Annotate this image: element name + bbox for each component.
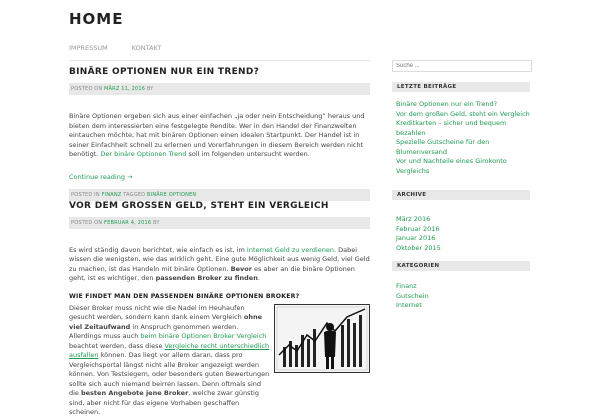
widget-title: LETZTE BEITRÄGE xyxy=(392,82,530,92)
inline-link[interactable]: Internet Geld zu verdienen xyxy=(246,245,335,254)
divider xyxy=(69,60,370,61)
widget-title: ARCHIVE xyxy=(392,190,530,200)
category-link[interactable]: Finanz xyxy=(396,282,417,290)
category-link[interactable]: Gutschein xyxy=(396,291,429,300)
footer-tagged: TAGGED xyxy=(121,191,148,198)
post-paragraph xyxy=(69,246,370,284)
post-subheading: WIE FINDET MAN DEN PASSENDEN BINÄRE OPTIONEN BROKER? xyxy=(69,292,300,300)
recent-post-link[interactable]: Vor und Nachteile eines Girokonto Vergleichs xyxy=(396,157,507,175)
list-item xyxy=(396,282,530,292)
list-item xyxy=(396,301,530,311)
meta-by: BY xyxy=(151,219,160,226)
excerpt-text: Binäre Optionen ergeben sich aus einer einfachen „ja oder nein Entscheidung“ heraus und bieten dem interessierten eine festgelegte Rendite. Wer in den Handel der Finanzwelten eintauchen möchte, hat mit binären Optionen einen idealen Startpunkt. Der Handel ist in seiner Einfachheit schnell zu erlernen und Vorerfahrungen in diesem Bereich werden nicht benötigt. xyxy=(69,112,365,158)
post-date-link[interactable]: FEBRUAR 4, 2016 xyxy=(104,219,152,226)
search-input[interactable] xyxy=(392,60,532,72)
nav-item-kontakt[interactable]: KONTAKT xyxy=(131,44,162,52)
text: . xyxy=(257,274,260,282)
footer-prefix: POSTED IN xyxy=(71,191,102,198)
recent-post-link[interactable]: Spezielle Gutscheine für den Blumenversand xyxy=(396,138,490,156)
recent-post-link[interactable]: Binäre Optionen nur ein Trend? xyxy=(396,100,498,108)
post-title[interactable]: VOR DEM GROSSEN GELD, STEHT EIN VERGLEICH xyxy=(69,200,329,211)
category-link[interactable]: FINANZ xyxy=(101,191,122,198)
nav-item-impressum[interactable]: IMPRESSUM xyxy=(69,44,108,52)
text: können. Das liegt vor allem daran, dass pro Vergleichsportal längst nicht alle Broker angezeigt werden können. Von Testsiegern, oder besonders guten Bewertungen sollte sich auch niemand beirren lassen. Denn oftmals sind die xyxy=(69,351,270,397)
continue-reading-link[interactable]: Continue reading → xyxy=(69,172,133,181)
text: beachtet werden, dass diese xyxy=(69,341,165,350)
post-footer-meta xyxy=(69,189,370,201)
recent-posts-widget xyxy=(392,82,530,176)
excerpt-suffix: soll im folgenden untersucht werden. xyxy=(186,150,310,158)
categories-widget xyxy=(392,261,530,311)
tag-link[interactable]: BINÄRE OPTIONEN xyxy=(147,191,197,198)
archive-link[interactable]: Oktober 2015 xyxy=(396,243,441,252)
text: es aber an die binäre Optionen geht, ist es wichtiger, den xyxy=(69,264,355,282)
post-1 xyxy=(69,67,370,201)
list-item xyxy=(396,157,530,176)
post-meta xyxy=(69,217,370,229)
paragraph-with-image xyxy=(69,304,370,418)
archive-link[interactable]: März 2016 xyxy=(396,215,431,223)
recent-post-link[interactable]: Kreditkarten – sicher und bequem bezahlen xyxy=(396,119,507,137)
text: Es wird ständig davon berichtet, wie einfach es ist, im xyxy=(69,245,247,254)
sidebar xyxy=(392,60,530,311)
list-item xyxy=(396,138,530,157)
text: Dieser Broker muss nicht wie die Nadel im Heuhaufen gesucht werden, sondern kann dank einem Vergleich xyxy=(69,303,245,321)
list-item xyxy=(396,119,530,138)
meta-prefix: POSTED ON xyxy=(71,86,105,92)
inline-link[interactable]: Vergleiche recht unterschiedlich ausfallen xyxy=(69,341,270,359)
inline-link[interactable]: beim binäre Optionen Broker Vergleich xyxy=(140,332,267,340)
post-excerpt xyxy=(69,112,370,160)
list-item xyxy=(396,234,530,244)
post-title[interactable]: BINÄRE OPTIONEN NUR EIN TREND? xyxy=(69,67,260,77)
widget-title: KATEGORIEN xyxy=(392,261,530,271)
site-title[interactable]: HOME xyxy=(69,10,124,28)
archive-link[interactable]: Januar 2016 xyxy=(396,234,436,242)
list-item xyxy=(396,244,530,254)
list-item xyxy=(396,110,530,120)
bold-text: passenden Broker zu finden xyxy=(155,274,258,282)
post-2 xyxy=(69,201,370,418)
archive-widget xyxy=(392,190,530,253)
text: , welche zwar günstig sind, aber nicht für das eigene Vorhaben geschaffen scheinen. xyxy=(69,389,259,416)
archive-link[interactable]: Februar 2016 xyxy=(396,224,440,233)
recent-post-link[interactable]: Vor dem großen Geld, steht ein Vergleich xyxy=(396,109,530,118)
meta-by: BY xyxy=(145,86,154,92)
post-meta xyxy=(69,83,370,95)
bold-text: besten Angebote jene Broker xyxy=(81,389,189,397)
meta-prefix: POSTED ON xyxy=(71,219,105,226)
list-item xyxy=(396,215,530,225)
bold-text: Bevor xyxy=(230,264,252,273)
post-paragraph xyxy=(69,304,270,418)
text: in Anspruch genommen werden. Allerdings muss auch xyxy=(69,322,239,340)
list-item xyxy=(396,225,530,235)
text: . Dabei wissen die wenigsten, wie das wirklich geht. Eine gute Möglichkeit aus wenig Geld, viel Geld zu machen, ist das Handeln mit binäre Optionen. xyxy=(69,245,370,273)
list-item xyxy=(396,100,530,110)
category-link[interactable]: Internet xyxy=(396,301,422,309)
businessman-chart-image xyxy=(274,304,370,373)
list-item xyxy=(396,292,530,302)
bold-text: ohne viel Zeitaufwand xyxy=(69,313,262,331)
main-content xyxy=(69,60,370,418)
post-date-link[interactable]: MÄRZ 11, 2016 xyxy=(104,86,146,92)
main-nav xyxy=(69,44,183,52)
inline-link[interactable]: Der binäre Optionen Trend xyxy=(100,150,187,158)
